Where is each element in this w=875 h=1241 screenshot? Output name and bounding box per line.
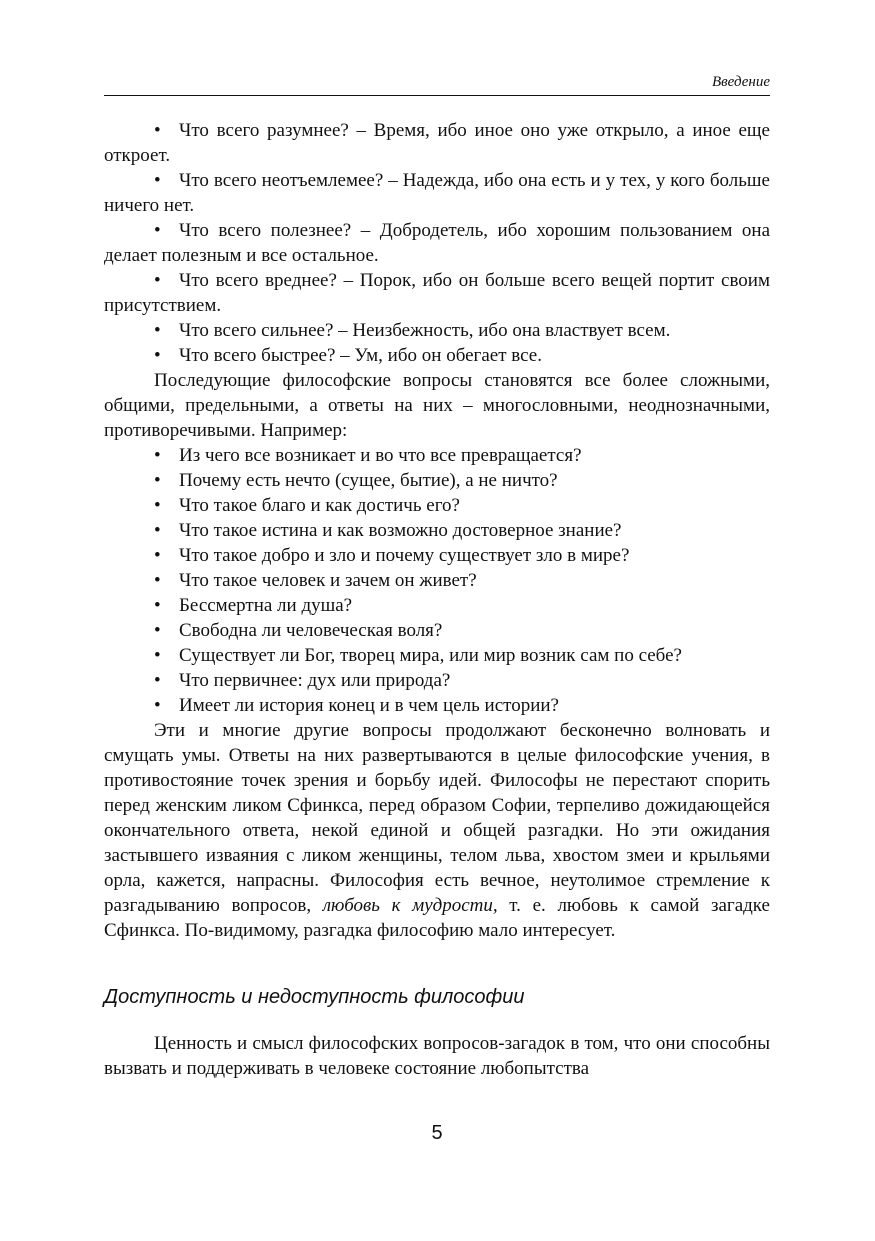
list-item <box>104 493 770 518</box>
list-item-text: Существует ли Бог, творец мира, или мир возник сам по себе? <box>179 645 682 666</box>
paragraph-sphinx-text: Эти и многие другие вопросы продолжают бесконечно волновать и смущать умы. Ответы на них развертываются в целые философские учения, в противостояние точек зрения и борьбу идей. Философы не перестают спорить перед женским ликом Сфинкса, перед образом Софии, терпеливо дожидающейся окончательного ответа, некой единой и общей разгадки. Но эти ожидания застывшего изваяния с ликом женщины, телом льва, хвостом змеи и крыльями орла, кажется, напрасны. Философия есть вечное, неутолимое стремление к разгадыванию вопросов, <box>104 720 770 916</box>
bullet-icon: • <box>154 345 161 366</box>
bullet-icon: • <box>154 495 161 516</box>
bullet-icon: • <box>154 570 161 591</box>
page-number: 5 <box>431 1122 443 1144</box>
bullet-icon: • <box>154 545 161 566</box>
question-item <box>104 118 770 168</box>
list-item-text: Почему есть нечто (сущее, бытие), а не ничто? <box>179 470 558 491</box>
bullet-icon: • <box>154 520 161 541</box>
list-item-text: Свободна ли человеческая воля? <box>179 620 443 641</box>
question-item <box>104 168 770 218</box>
list-item <box>104 543 770 568</box>
bullet-icon: • <box>154 695 161 716</box>
question-item <box>104 268 770 318</box>
emphasis-love-of-wisdom: любовь к мудрости, <box>322 895 498 916</box>
bullet-icon: • <box>154 670 161 691</box>
bullet-icon: • <box>154 470 161 491</box>
bullet-icon: • <box>154 120 161 141</box>
header-rule <box>104 95 770 96</box>
question-text: Что всего вреднее? – Порок, ибо он больше всего вещей портит своим присутствием. <box>104 270 770 316</box>
question-text: Что всего быстрее? – Ум, ибо он обегает все. <box>179 345 542 366</box>
list-item-text: Бессмертна ли душа? <box>179 595 353 616</box>
bullet-icon: • <box>154 170 161 191</box>
list-item <box>104 643 770 668</box>
bullet-icon: • <box>154 220 161 241</box>
list-item-text: Имеет ли история конец и в чем цель истории? <box>179 695 559 716</box>
list-item-text: Что такое благо и как достичь его? <box>179 495 460 516</box>
list-item <box>104 518 770 543</box>
question-item <box>104 343 770 368</box>
bullet-icon: • <box>154 320 161 341</box>
running-header: Введение <box>712 74 770 90</box>
paragraph-sphinx-tail: т. е. любовь к самой загадке Сфинкса. По-видимому, разгадка философию мало интересует. <box>104 895 770 941</box>
bullet-icon: • <box>154 645 161 666</box>
list-item <box>104 618 770 643</box>
question-item <box>104 218 770 268</box>
list-item-text: Что такое добро и зло и почему существует зло в мире? <box>179 545 630 566</box>
bullet-icon: • <box>154 270 161 291</box>
question-text: Что всего полезнее? – Добродетель, ибо хорошим пользованием она делает полезным и все остальное. <box>104 220 770 266</box>
list-item <box>104 468 770 493</box>
list-item-text: Из чего все возникает и во что все превращается? <box>179 445 582 466</box>
question-list <box>104 443 770 718</box>
bullet-icon: • <box>154 595 161 616</box>
question-text: Что всего разумнее? – Время, ибо иное оно уже открыло, а иное еще откроет. <box>104 120 770 166</box>
question-item <box>104 318 770 343</box>
main-text <box>104 118 770 943</box>
section-text <box>104 1031 770 1081</box>
list-item-text: Что первичнее: дух или природа? <box>179 670 451 691</box>
list-item-text: Что такое человек и зачем он живет? <box>179 570 477 591</box>
list-item <box>104 593 770 618</box>
paragraph-intro: Последующие философские вопросы становятся все более сложными, общими, предельными, а ответы на них – многословными, неоднозначными, противоречивыми. Например: <box>104 370 770 441</box>
question-text: Что всего неотъемлемее? – Надежда, ибо она есть и у тех, у кого больше ничего нет. <box>104 170 770 216</box>
list-item <box>104 443 770 468</box>
paragraph-sphinx <box>104 718 770 943</box>
question-text: Что всего сильнее? – Неизбежность, ибо она властвует всем. <box>179 320 671 341</box>
section-paragraph: Ценность и смысл философских вопросов-загадок в том, что они способны вызвать и поддерживать в человеке состояние любопытства <box>104 1033 770 1079</box>
list-item <box>104 668 770 693</box>
section-heading: Доступность и недоступность философии <box>104 986 525 1008</box>
bullet-icon: • <box>154 445 161 466</box>
bullet-icon: • <box>154 620 161 641</box>
list-item-text: Что такое истина и как возможно достоверное знание? <box>179 520 622 541</box>
list-item <box>104 693 770 718</box>
list-item <box>104 568 770 593</box>
